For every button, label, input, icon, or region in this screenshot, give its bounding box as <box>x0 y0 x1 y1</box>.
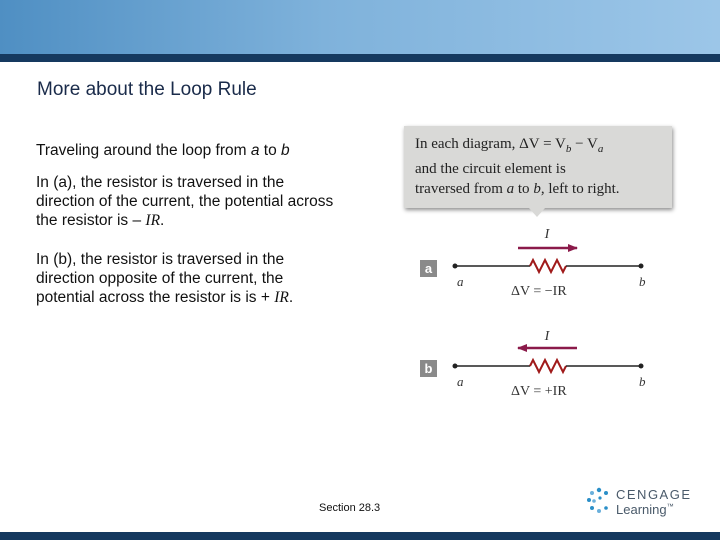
cengage-logo-icon <box>584 486 614 516</box>
resistor-a <box>530 260 566 272</box>
label-a-right: b <box>639 274 646 289</box>
header-band <box>0 0 720 54</box>
callout-tail <box>529 208 545 217</box>
paragraph-3: In (b), the resistor is traversed in the direction opposite of the current, the potential across the resistor is is + IR. <box>36 251 294 306</box>
label-b-right: b <box>639 374 646 389</box>
paragraph-2: In (a), the resistor is traversed in the direction of the current, the potential across the resistor is – IR. <box>36 174 334 229</box>
callout-box <box>404 126 672 208</box>
diagram-a <box>420 227 646 299</box>
header-rule <box>0 54 720 62</box>
callout-line2: and the circuit element is <box>415 161 566 177</box>
current-label-a: I <box>544 227 550 242</box>
logo-learning-word: Learning <box>616 502 667 517</box>
callout-line3-suffix: , left to right. <box>540 181 620 197</box>
slide-title: More about the Loop Rule <box>37 79 257 100</box>
logo-text-learning <box>616 502 674 517</box>
logo-tm: ™ <box>666 503 674 511</box>
footer-rule <box>0 532 720 540</box>
callout-eq: ΔV = V <box>519 136 566 152</box>
diagram-b <box>420 329 646 399</box>
label-a-left: a <box>457 274 464 289</box>
callout-b: b <box>533 181 541 197</box>
callout-line3-prefix: traversed from <box>415 181 507 197</box>
resistor-b <box>530 360 566 372</box>
current-label-b: I <box>544 329 550 344</box>
callout-line3-mid: to <box>514 181 534 197</box>
equation-b: ΔV = +IR <box>511 384 567 399</box>
badge-b: b <box>424 361 433 376</box>
label-b-left: a <box>457 374 464 389</box>
callout-prefix: In each diagram, <box>415 136 520 152</box>
circuit-diagrams <box>415 222 655 402</box>
logo-text-cengage: CENGAGE <box>616 487 692 502</box>
footer-section-label: Section 28.3 <box>319 502 381 514</box>
p1-b: b <box>281 142 290 159</box>
p1-a: a <box>250 142 260 159</box>
callout-a: a <box>506 181 515 197</box>
callout-sub-b: b <box>565 143 572 155</box>
badge-a: a <box>424 261 433 276</box>
callout-sub-a: a <box>597 143 604 155</box>
equation-a: ΔV = −IR <box>511 284 567 299</box>
paragraph-1: Traveling around the loop from a to b <box>36 142 290 159</box>
callout-minus: − V <box>571 136 598 152</box>
